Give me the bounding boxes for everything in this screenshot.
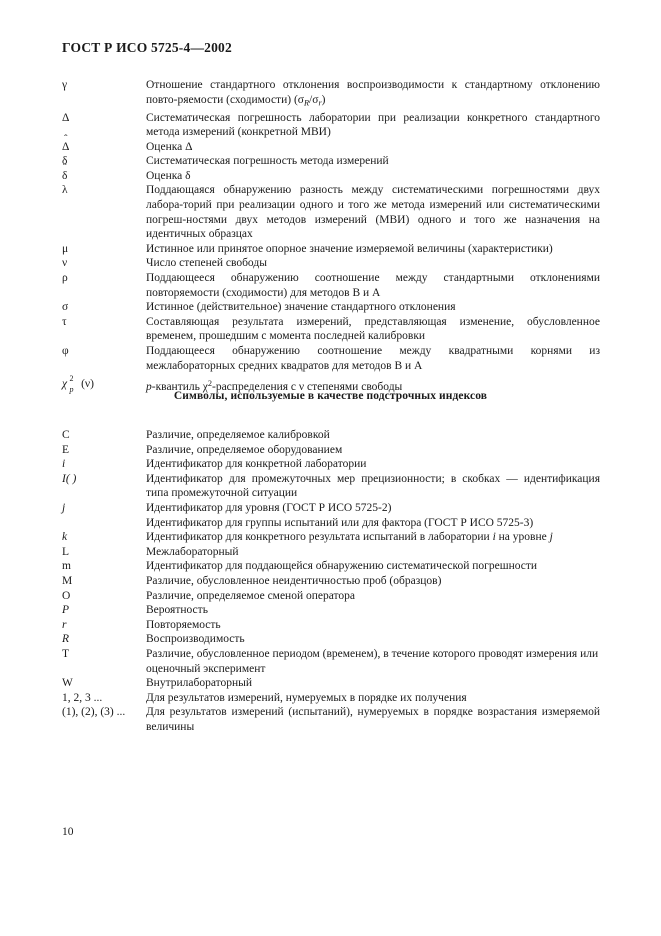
subscript-row <box>62 457 600 472</box>
symbol-rho: ρ <box>62 272 68 285</box>
symbol-lambda: λ <box>62 184 68 197</box>
symbol-delta-upper-hat: Δ <box>62 140 70 153</box>
symbol-description: Отношение стандартного отклонения воспроизводимости к стандартному отклонению повто‑ряемости (сходимости) $(\sigma_R/\sigma_r)$ <box>146 79 600 107</box>
subscript-description: Внутрилабораторный <box>146 677 253 690</box>
subscript-description: Различие, обусловленное неидентичностью проб (образцов) <box>146 574 442 587</box>
subscript-description: Идентификатор для группы испытаний или для фактора (ГОСТ Р ИСО 5725-3) <box>146 516 534 529</box>
subscript-paren-numbers: (1), (2), (3) ... <box>62 706 126 719</box>
subscript-e: E <box>62 443 70 456</box>
subscript-description: Различие, определяемое оборудованием <box>146 443 343 456</box>
symbol-description: Поддающееся обнаружению соотношение между стандартными отклонениями повторяемости (сходимости) для методов В и А <box>146 272 600 299</box>
symbol-description: Поддающаяся обнаружению разность между систематическими погрешностями двух лабора‑торий при реализации одного и того же метода измерений или систематическими погреш‑ностями двух методов измерений (МВИ) одного и того же назначения на идентичных образцах <box>146 184 600 241</box>
subscript-row <box>62 443 600 458</box>
subscript-i-paren: I( ) <box>62 472 77 485</box>
subscript-description: Различие, определяемое сменой оператора <box>146 589 356 602</box>
symbol-description: Систематическая погрешность лаборатории при реализации конкретного стандартного метода измерений (конкретной МВИ) <box>146 111 600 139</box>
subscript-row <box>62 428 600 443</box>
subscript-description: Различие, определяемое калибровкой <box>146 429 330 441</box>
page-header: ГОСТ Р ИСО 5725-4—2002 <box>62 40 232 55</box>
symbol-tau: τ <box>62 315 67 328</box>
subscript-row <box>62 691 600 706</box>
symbol-description: Оценка Δ <box>146 140 193 153</box>
symbol-row <box>62 256 600 271</box>
symbol-mu: μ <box>62 242 69 255</box>
subscript-row <box>62 516 600 531</box>
symbol-row <box>62 315 600 344</box>
subscript-row <box>62 603 600 618</box>
subscript-description: Вероятность <box>146 604 208 617</box>
symbol-description: Число степеней свободы <box>146 257 267 270</box>
subscript-k: k <box>62 531 68 544</box>
symbol-row <box>62 140 600 155</box>
subscript-description: Для результатов измерений, нумеруемых в порядке их получения <box>146 691 467 704</box>
subscript-r-lower: r <box>62 618 67 631</box>
subscript-row <box>62 530 600 545</box>
symbol-delta-lower-hat: δ <box>62 169 68 182</box>
subscript-row <box>62 472 600 501</box>
subscript-description: Идентификатор для уровня (ГОСТ Р ИСО 5725-2) <box>146 501 392 514</box>
symbol-description: p-квантиль $\chi^2$-распределения с ν степенями свободы <box>146 379 403 393</box>
subscript-row <box>62 501 600 516</box>
page-number: 10 <box>62 826 74 838</box>
subscript-p: P <box>62 604 70 617</box>
symbol-gamma: γ <box>62 79 68 91</box>
symbol-row <box>62 242 600 257</box>
symbol-sigma: σ <box>62 301 69 314</box>
symbol-row <box>62 344 600 373</box>
subscript-description: Повторяемость <box>146 618 221 631</box>
subscript-row <box>62 705 600 734</box>
symbol-description: Истинное (действительное) значение стандартного отклонения <box>146 301 456 314</box>
symbol-phi: φ <box>62 345 69 357</box>
symbol-row <box>62 300 600 315</box>
subscript-t: T <box>62 647 70 660</box>
symbol-description: Истинное или принятое опорное значение измеряемой величины (характеристики) <box>146 242 553 255</box>
subscript-description: Различие, обусловленное периодом (временем), в течение которого проводят измерения или оценочный эксперимент <box>146 647 599 675</box>
subscript-r-upper: R <box>62 633 70 646</box>
subscript-description: Идентификатор для поддающейся обнаружению систематической погрешности <box>146 560 538 573</box>
symbol-description: Составляющая результата измерений, представляющая изменение, обусловленное временем, прошедшим с момента последней калибровки <box>146 315 600 343</box>
symbol-row <box>62 183 600 241</box>
subscript-description: Воспроизводимость <box>146 633 245 646</box>
subscript-description: Идентификатор для конкретной лаборатории <box>146 458 367 471</box>
subscript-row <box>62 559 600 574</box>
section-title: Символы, используемые в качестве подстрочных индексов <box>173 390 488 402</box>
subscript-c: C <box>62 429 70 441</box>
subscript-numbers: 1, 2, 3 ... <box>62 691 103 704</box>
subscript-o: O <box>62 589 71 602</box>
symbol-chi-squared-quantile: χ 2 p (ν) <box>62 374 94 395</box>
subscript-row <box>62 618 600 633</box>
subscript-description: Межлабораторный <box>146 545 239 558</box>
subscript-m-lower: m <box>62 560 71 573</box>
subscript-l: L <box>62 545 70 558</box>
symbol-row <box>62 169 600 184</box>
symbol-description: Оценка δ <box>146 169 191 182</box>
subscript-row <box>62 589 600 604</box>
subscript-row <box>62 574 600 589</box>
symbol-description: Систематическая погрешность метода измерений <box>146 155 389 168</box>
subscript-row <box>62 632 600 647</box>
symbol-row <box>62 78 600 111</box>
symbol-delta-upper: Δ <box>62 111 70 124</box>
symbols-list <box>62 78 600 395</box>
subscript-j: j <box>62 501 66 514</box>
subscript-w: W <box>62 677 73 690</box>
symbol-nu: ν <box>62 257 68 270</box>
subscript-description: Идентификатор для конкретного результата испытаний в лаборатории i на уровне j <box>146 531 553 544</box>
subscript-description: Для результатов измерений (испытаний), нумеруемых в порядке возрастания измеряемой величины <box>146 706 600 733</box>
subscript-row <box>62 545 600 560</box>
symbol-row <box>62 111 600 140</box>
subscripts-list <box>62 428 600 734</box>
symbol-row <box>62 154 600 169</box>
subscript-i-lower: i <box>62 458 66 471</box>
subscript-row <box>62 676 600 691</box>
symbol-row <box>62 271 600 300</box>
symbol-delta-lower: δ <box>62 155 68 168</box>
subscript-description: Идентификатор для промежуточных мер прецизионности; в скобках — идентификация типа промежуточной ситуации <box>146 472 600 500</box>
symbol-description: Поддающееся обнаружению соотношение между квадратными корнями из межлабораторных средних квадратов для методов В и А <box>146 345 600 372</box>
subscript-row <box>62 647 600 676</box>
subscript-m-upper: M <box>62 574 73 587</box>
